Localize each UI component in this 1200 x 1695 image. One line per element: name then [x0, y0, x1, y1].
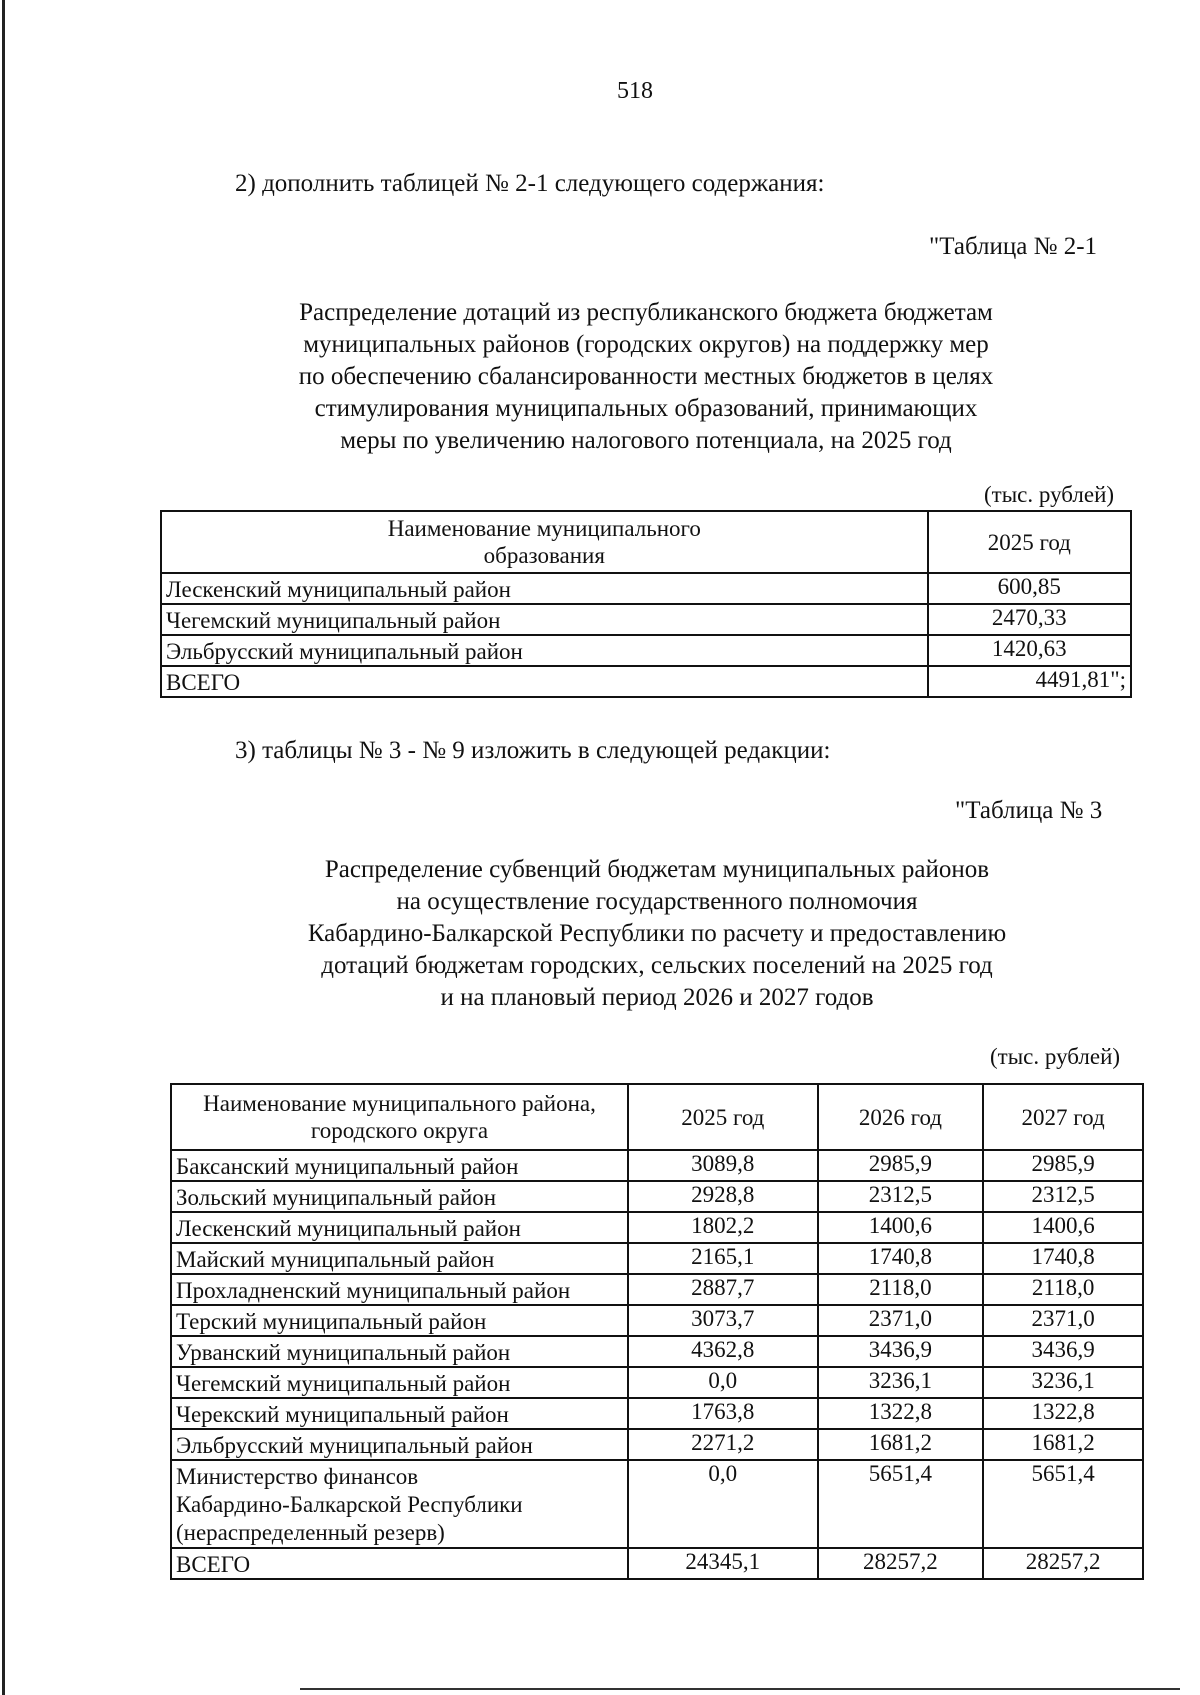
- row-value-2025: 2271,2: [628, 1429, 818, 1460]
- table-row: [171, 1367, 1143, 1398]
- row-value-2026: 1400,6: [818, 1212, 984, 1243]
- table-total-row: [161, 666, 1131, 697]
- row-value-2025: 600,85: [928, 573, 1131, 604]
- row-value-2027: 2985,9: [983, 1150, 1143, 1181]
- row-value-2026: 5651,4: [818, 1460, 984, 1548]
- row-name: Эльбрусский муниципальный район: [171, 1429, 628, 1460]
- row-name-multiline: [171, 1460, 628, 1548]
- row-value-2027: 2312,5: [983, 1181, 1143, 1212]
- row-name-line: Кабардино-Балкарской Республики: [176, 1492, 523, 1517]
- row-value-2027: 1681,2: [983, 1429, 1143, 1460]
- item3-table-label: "Таблица № 3: [955, 797, 1103, 824]
- table-row: [171, 1305, 1143, 1336]
- row-value-2025: 3089,8: [628, 1150, 818, 1181]
- row-value-2026: 3236,1: [818, 1367, 984, 1398]
- item3-heading-line: и на плановый период 2026 и 2027 годов: [440, 984, 874, 1011]
- row-name: Черекский муниципальный район: [171, 1398, 628, 1429]
- row-value-2026: 3436,9: [818, 1336, 984, 1367]
- item3-units: (тыс. рублей): [990, 1044, 1121, 1069]
- row-value-2026: 2371,0: [818, 1305, 984, 1336]
- table-row: [171, 1150, 1143, 1181]
- row-value-2025: 3073,7: [628, 1305, 818, 1336]
- column-header-name: Наименование муниципального образования: [161, 511, 928, 573]
- table-row: [161, 604, 1131, 635]
- table-row: [171, 1212, 1143, 1243]
- row-value-2025: 2887,7: [628, 1274, 818, 1305]
- row-value-2027: 1322,8: [983, 1398, 1143, 1429]
- row-value-2026: 2118,0: [818, 1274, 984, 1305]
- row-value-2025: 2165,1: [628, 1243, 818, 1274]
- item3-heading-line: дотаций бюджетам городских, сельских поселений на 2025 год: [321, 952, 993, 979]
- row-name: Чегемский муниципальный район: [161, 604, 928, 635]
- item3-table: [170, 1083, 1144, 1580]
- table-row: [171, 1274, 1143, 1305]
- row-value-2025: 0,0: [628, 1460, 818, 1548]
- item2-heading-line: муниципальных районов (городских округов) на поддержку мер: [303, 331, 989, 358]
- row-name: Терский муниципальный район: [171, 1305, 628, 1336]
- row-value-2025: 24345,1: [628, 1548, 818, 1579]
- row-value-2026: 28257,2: [818, 1548, 984, 1579]
- column-header-2025: 2025 год: [628, 1084, 818, 1150]
- row-value-2027: 2371,0: [983, 1305, 1143, 1336]
- column-header-2025: 2025 год: [928, 511, 1131, 573]
- row-name-line: (нераспределенный резерв): [176, 1520, 445, 1545]
- item2-heading-line: меры по увеличению налогового потенциала, на 2025 год: [340, 427, 952, 454]
- column-header-2026: 2026 год: [818, 1084, 984, 1150]
- row-name: Майский муниципальный район: [171, 1243, 628, 1274]
- row-name: Прохладненский муниципальный район: [171, 1274, 628, 1305]
- page-number: 518: [617, 78, 653, 104]
- table-header-row: [171, 1084, 1143, 1150]
- row-name: Урванский муниципальный район: [171, 1336, 628, 1367]
- row-value-2025: 4491,81";: [928, 666, 1131, 697]
- table-row: [171, 1243, 1143, 1274]
- row-value-2026: 1740,8: [818, 1243, 984, 1274]
- item3-intro: 3) таблицы № 3 - № 9 изложить в следующей редакции:: [235, 737, 831, 764]
- row-value-2025: 2928,8: [628, 1181, 818, 1212]
- row-name: ВСЕГО: [161, 666, 928, 697]
- column-header-2027: 2027 год: [983, 1084, 1143, 1150]
- row-value-2025: 1763,8: [628, 1398, 818, 1429]
- item2-table: [160, 510, 1132, 698]
- item3-heading-line: на осуществление государственного полномочия: [396, 888, 918, 915]
- row-value-2026: 1681,2: [818, 1429, 984, 1460]
- row-value-2027: 1400,6: [983, 1212, 1143, 1243]
- row-value-2027: 5651,4: [983, 1460, 1143, 1548]
- item3-heading: [170, 854, 1144, 1014]
- bottom-rule: [300, 1688, 1180, 1690]
- item2-intro: 2) дополнить таблицей № 2-1 следующего содержания:: [235, 170, 825, 197]
- page-left-border: [2, 0, 5, 1695]
- row-name: Лескенский муниципальный район: [161, 573, 928, 604]
- item2-units: (тыс. рублей): [984, 482, 1115, 507]
- item2-table-label: "Таблица № 2-1: [929, 233, 1098, 260]
- item3-heading-line: Распределение субвенций бюджетам муниципальных районов: [324, 856, 990, 883]
- row-value-2025: 1802,2: [628, 1212, 818, 1243]
- row-value-2027: 1740,8: [983, 1243, 1143, 1274]
- item2-heading-line: Распределение дотаций из республиканского бюджета бюджетам: [299, 299, 993, 326]
- row-name-line: Министерство финансов: [176, 1464, 419, 1489]
- row-name: Эльбрусский муниципальный район: [161, 635, 928, 666]
- item3-heading-line: Кабардино-Балкарской Республики по расчету и предоставлению: [307, 920, 1007, 947]
- row-name: Зольский муниципальный район: [171, 1181, 628, 1212]
- row-value-2025: 2470,33: [928, 604, 1131, 635]
- table-row: [161, 573, 1131, 604]
- row-value-2025: 0,0: [628, 1367, 818, 1398]
- table-total-row: [171, 1548, 1143, 1579]
- table-row: [161, 635, 1131, 666]
- table-row: [171, 1398, 1143, 1429]
- table-row: [171, 1460, 1143, 1548]
- row-value-2027: 28257,2: [983, 1548, 1143, 1579]
- row-value-2025: 1420,63: [928, 635, 1131, 666]
- table-row: [171, 1336, 1143, 1367]
- table-row: [171, 1429, 1143, 1460]
- table-header-row: [161, 511, 1131, 573]
- item2-heading: [160, 297, 1132, 457]
- row-value-2027: 3236,1: [983, 1367, 1143, 1398]
- row-name: Лескенский муниципальный район: [171, 1212, 628, 1243]
- row-value-2026: 2985,9: [818, 1150, 984, 1181]
- row-name: Баксанский муниципальный район: [171, 1150, 628, 1181]
- row-name: Чегемский муниципальный район: [171, 1367, 628, 1398]
- row-value-2026: 1322,8: [818, 1398, 984, 1429]
- item2-heading-line: стимулирования муниципальных образований, принимающих: [314, 395, 978, 422]
- column-header-name: Наименование муниципального района, городского округа: [171, 1084, 628, 1150]
- row-value-2027: 3436,9: [983, 1336, 1143, 1367]
- row-value-2027: 2118,0: [983, 1274, 1143, 1305]
- row-name: ВСЕГО: [171, 1548, 628, 1579]
- table-row: [171, 1181, 1143, 1212]
- row-value-2026: 2312,5: [818, 1181, 984, 1212]
- row-value-2025: 4362,8: [628, 1336, 818, 1367]
- item2-heading-line: по обеспечению сбалансированности местных бюджетов в целях: [298, 363, 994, 390]
